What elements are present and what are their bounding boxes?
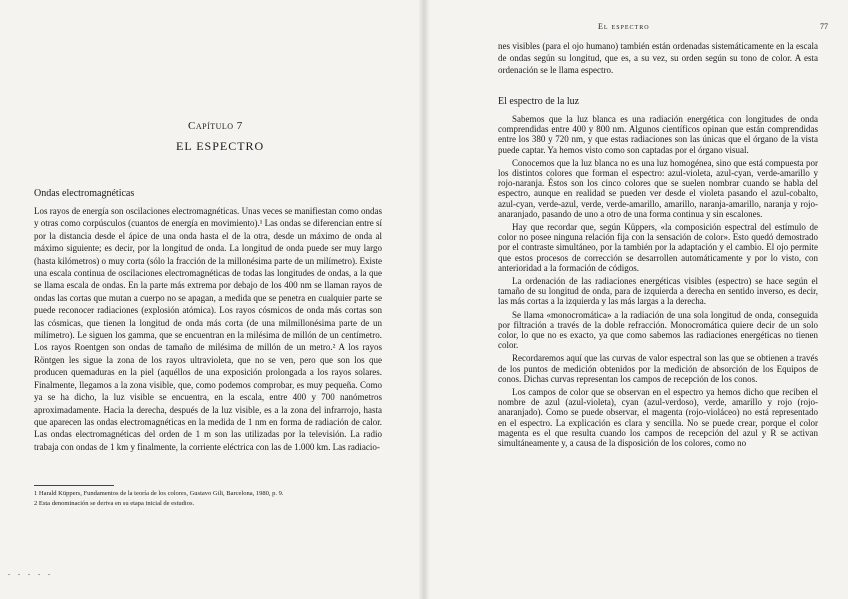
- paragraph: Los campos de color que se observan en el espectro ya hemos dicho que reciben el nombre de azul (azul-violeta), cyan (azul-verdoso), verde, amarillo y rojo (rojo-anaranjado). Como se puede observar, el magenta (rojo-violáceo) no está representado en el espectro. La explicación es clara y sencilla. No se puede crear, porque el color magenta es el que resulta cuando los campos de recepción del azul y R se activan simultáneamente y, a causa de la disposición de los colores, como no: [498, 387, 818, 449]
- paragraph: Se llama «monocromática» a la radiación de una sola longitud de onda, conseguida por filtración a través de la doble refracción. Monocromática quiere decir de un solo color, lo que no es exacto, ya que como sabemos las radiaciones energéticas no tienen color.: [498, 309, 818, 351]
- paragraph: La ordenación de las radiaciones energéticas visibles (espectro) se hace según el tamaño de su longitud de onda, para de izquierda a derecha en sentido inverso, es decir, las más cortas a la izquierda y las más largas a la derecha.: [498, 276, 818, 307]
- footnote: 2 Esta denominación se deriva en su etapa inicial de estudios.: [34, 500, 195, 507]
- footnote: 1 Harald Küppers, Fundamentos de la teoría de los colores, Gustavo Gili, Barcelona, 1980, p. 9.: [34, 490, 284, 497]
- folio-marks: . . . . .: [8, 568, 53, 577]
- paragraph: Conocemos que la luz blanca no es una luz homogénea, sino que está compuesta por los distintos colores que forman el espectro: azul-violeta, azul-cyan, verde-amarillo y rojo-naranja. Éstos son los cinco colores que se suelen nombrar cuando se habla del espectro, aunque en realidad se pueden ver desde el violeta pasando el azul-cobalto, azul-cyan, verde-azul, verde, verde-amarillo, amarillo, naranja-amarillo, naranja y rojo-anaranjado, pasando de uno a otro de una forma continua y sin escalones.: [498, 157, 818, 219]
- right-body: [498, 114, 818, 451]
- body-text: Los rayos de energía son oscilaciones electromagnéticas. Unas veces se manifiestan como ondas y otras como corpúsculos (cuantos de energía en movimiento).¹ Las ondas se diferencian entre sí por la distancia desde el ápice de una onda hasta el de la otra, desde un máximo de onda al máximo siguiente; es decir, por la longitud de onda. La longitud de onda puede ser muy largo (hasta kilómetros) o muy corta (sólo la fracción de la millonésima parte de un milímetro). Existe una escala continua de oscilaciones electromagnéticas de todas las longitudes de ondas, a la que se llama escala de ondas. En la parte más extrema por debajo de los 400 nm se llaman rayos de ondas las cortas que mutan a cuerpo no se apagan, a medida que se penetra en cualquier parte se puede reconocer radiaciones (explosión atómica). Los rayos cósmicos de onda más cortas son las cósmicas, que tienen la longitud de onda más corta (de una milmillonésima parte de un milímetro). Le siguen los gamma, que se encuentran en la milésima de millón de un centímetro. Los rayos Roentgen son ondas de tamaño de milésima de millón de un metro.² A los rayos Röntgen les sigue la zona de los rayos ultravioleta, que no se ven, pero que son los que producen quemaduras en la piel (aquéllos de una exposición prolongada a los rayos solares. Finalmente, llegamos a la zona visible, que, como podemos comprobar, es muy pequeña. Como ya se ha dicho, la luz visible se encuentra, en la escala, entre 400 y 700 nanómetros aproximadamente. Hacia la derecha, después de la luz visible, es a la zona del infrarrojo, hasta que aparecen las ondas electromagnéticas en la medida de 1 nm en forma de radiación de calor. Las ondas electromagnéticas del orden de 1 m son las utilizadas por la televisión. La radio trabaja con ondas de 1 km y finalmente, la corriente eléctrica con las de 1.000 km. Las radiacio-: [34, 206, 382, 452]
- continued-paragraph: nes visibles (para el ojo humano) también están ordenadas sistemáticamente en la escala de ondas según su longitud, que es, a su vez, su orden según su tono de color. A esta ordenación se le llama espectro.: [498, 41, 818, 75]
- running-head: El espectro: [598, 22, 650, 31]
- section-heading: El espectro de la luz: [498, 96, 580, 107]
- paragraph: Recordaremos aquí que las curvas de valor espectral son las que se obtienen a través de los puntos de medición obtenidos por la medición de absorción de los Equipos de conos. Dichas curvas representan los campos de recepción de los conos.: [498, 353, 818, 384]
- footnote-rule: [34, 485, 114, 486]
- paragraph: Sabemos que la luz blanca es una radiación energética con longitudes de onda comprendidas entre 400 y 800 nm. Algunos científicos opinan que están comprendidas entre los 380 y 720 nm, y que estas radiaciones son las únicas que el órgano de la vista puede captar. Ya hemos visto como son captadas por el órgano visual.: [498, 114, 818, 155]
- page-number: 77: [820, 22, 828, 31]
- section-heading: Ondas electromagnéticas: [34, 188, 135, 199]
- paragraph: Hay que recordar que, según Küppers, «la composición espectral del estímulo de color no posee ninguna relación fija con la sensación de color». Esto quedó demostrado por el contraste simultáneo, por la también por la adaptación y el cambio. El ojo permite que estos procesos de corrección se desarrollen automáticamente y por lo visto, con anterioridad a la formación de códigos.: [498, 222, 818, 273]
- chapter-number: Capítulo 7: [188, 120, 243, 132]
- chapter-title: EL ESPECTRO: [176, 139, 265, 153]
